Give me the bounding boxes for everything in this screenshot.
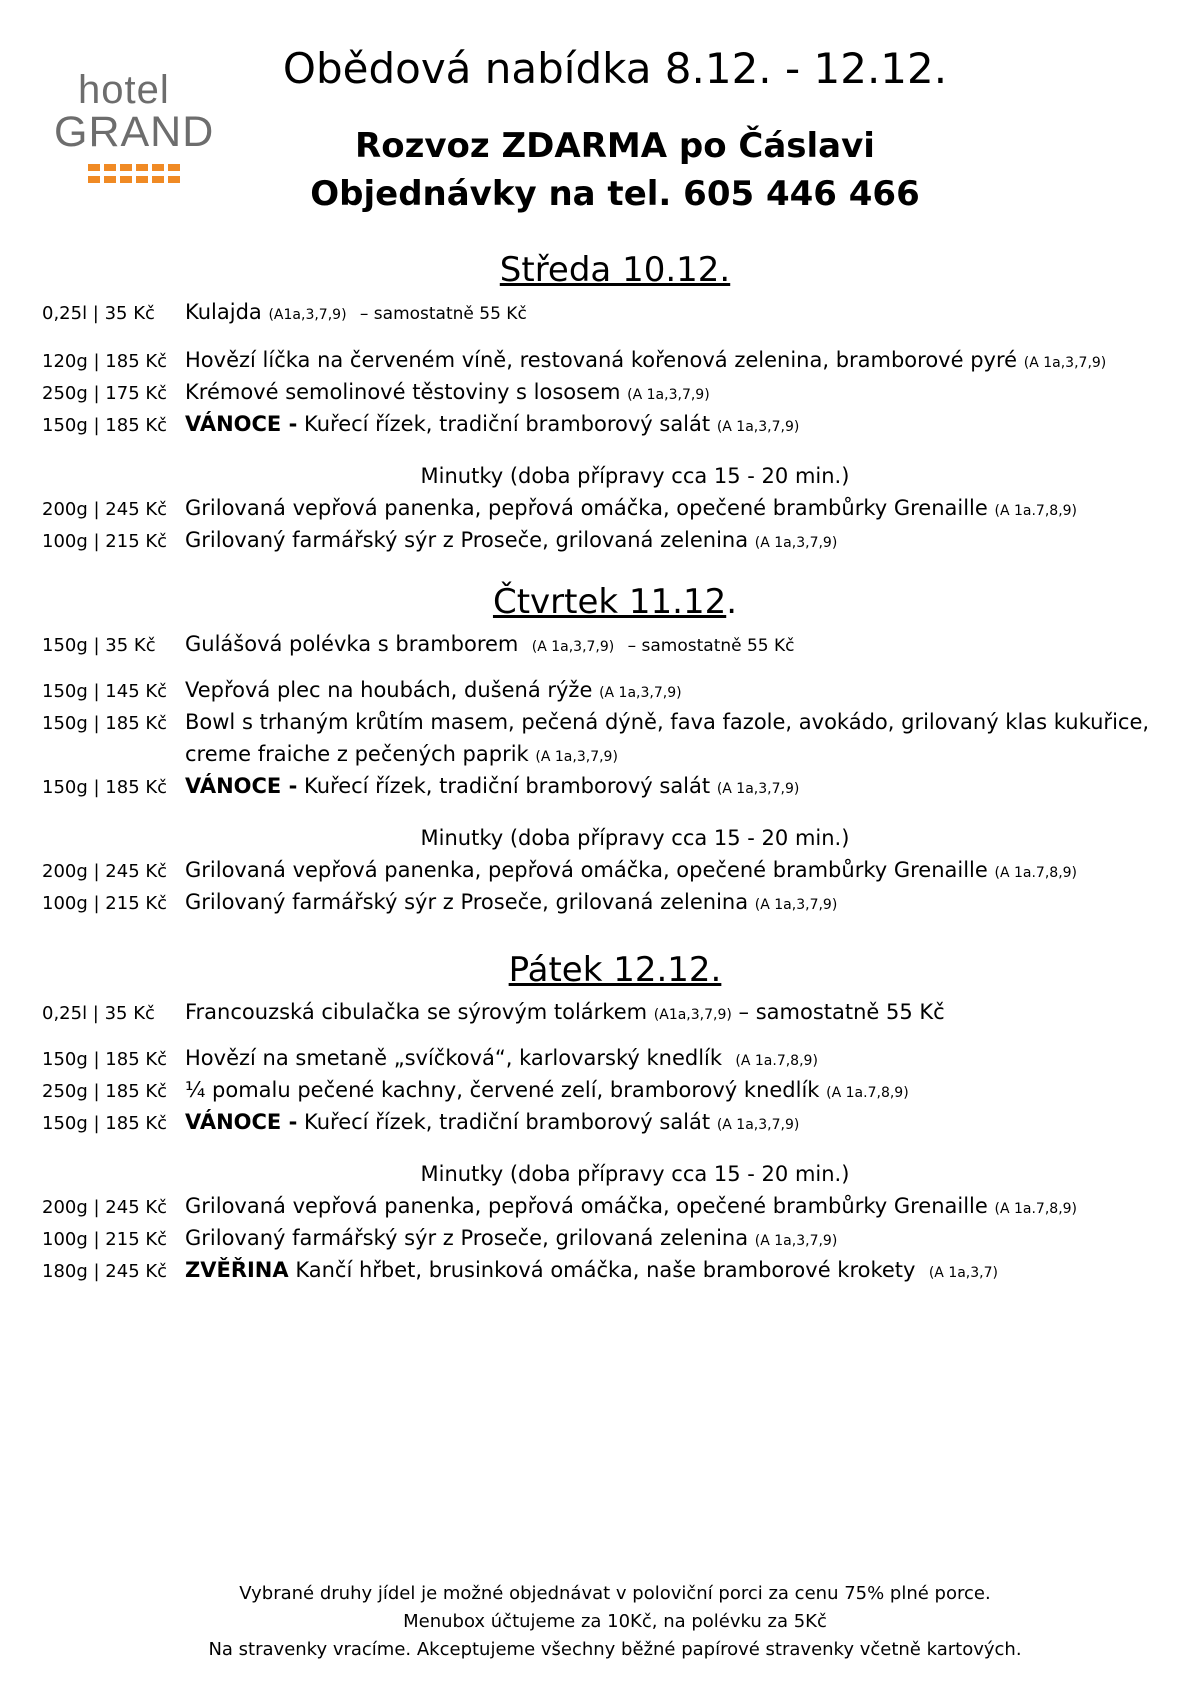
- order-phone: Objednávky na tel. 605 446 466: [310, 174, 920, 214]
- minutky-label: Minutky (doba přípravy cca 15 - 20 min.): [420, 1162, 850, 1186]
- dish-name: Kulajda: [185, 300, 262, 324]
- dish-name: Vepřová plec na houbách, dušená rýže: [185, 678, 593, 702]
- footer-vouchers: Na stravenky vracíme. Akceptujeme všechny běžné papírové stravenky včetně kartových.: [208, 1639, 1022, 1660]
- dish-name: Gulášová polévka s bramborem: [185, 632, 519, 656]
- footer-notes: [20, 1580, 1190, 1664]
- menu-item: [42, 412, 799, 436]
- dish-name: Grilovaný farmářský sýr z Proseče, grilovaná zelenina: [185, 1226, 749, 1250]
- allergens: (A 1a,3,7,9): [1023, 355, 1107, 371]
- dish-name: Bowl s trhaným krůtím masem, pečená dýně, fava fazole, avokádo, grilovaný klas kukuřice,: [185, 710, 1150, 734]
- menu-item: [42, 1110, 799, 1134]
- menu-item: [42, 1226, 837, 1250]
- day-heading-thursday: Čtvrtek 11.12.: [492, 582, 738, 622]
- portion-price: 100g | 215 Kč: [42, 531, 168, 552]
- portion-price: 150g | 185 Kč: [42, 1049, 168, 1070]
- footer-half-portion: Vybrané druhy jídel je možné objednávat v poloviční porci za cenu 75% plné porce.: [239, 1583, 991, 1604]
- footer-menubox: Menubox účtujeme za 10Kč, na polévku za 5Kč: [403, 1611, 827, 1632]
- allergens: (A 1a,3,7,9): [716, 781, 800, 797]
- allergens: (A 1a,3,7,9): [599, 685, 682, 701]
- logo-text-hotel: hotel: [78, 68, 170, 112]
- dish-tag: VÁNOCE -: [185, 774, 298, 798]
- allergens: (A 1a,3,7,9): [754, 535, 838, 551]
- allergens: (A 1a.7,8,9): [994, 503, 1078, 519]
- dish-name: Kuřecí řízek, tradiční bramborový salát: [303, 774, 711, 798]
- portion-price: 150g | 185 Kč: [42, 415, 168, 436]
- portion-price: 120g | 185 Kč: [42, 351, 168, 372]
- soup-separate-price: – samostatně 55 Kč: [627, 636, 795, 656]
- allergens: (A 1a,3,7,9): [531, 639, 615, 655]
- portion-price: 150g | 35 Kč: [42, 635, 156, 656]
- soup-separate-price: – samostatně 55 Kč: [359, 304, 527, 324]
- allergens: (A 1a.7,8,9): [735, 1053, 818, 1069]
- dish-name: Hovězí líčka na červeném víně, restovaná kořenová zelenina, bramborové pyré: [185, 348, 1018, 372]
- menu-item: [42, 774, 799, 798]
- portion-price: 150g | 185 Kč: [42, 713, 168, 734]
- soup-line: [42, 300, 527, 324]
- portion-price: 0,25l | 35 Kč: [42, 303, 155, 324]
- allergens: (A 1a,3,7,9): [716, 1117, 800, 1133]
- dish-name: Grilovaná vepřová panenka, pepřová omáčka, opečené brambůrky Grenaille: [185, 496, 988, 520]
- dish-name-cont: creme fraiche z pečených paprik: [185, 742, 529, 766]
- allergens: (A 1a,3,7,9): [754, 897, 838, 913]
- dish-name: Francouzská cibulačka se sýrovým tolárkem: [185, 1000, 648, 1024]
- portion-price: 250g | 175 Kč: [42, 383, 168, 404]
- logo-text-grand: GRAND: [54, 108, 215, 156]
- menu-item: [42, 380, 710, 404]
- allergens: (A 1a.7,8,9): [994, 1201, 1078, 1217]
- minutky-label: Minutky (doba přípravy cca 15 - 20 min.): [420, 826, 850, 850]
- portion-price: 200g | 245 Kč: [42, 1197, 168, 1218]
- allergens: (A 1a.7,8,9): [826, 1085, 909, 1101]
- portion-price: 180g | 245 Kč: [42, 1261, 168, 1282]
- allergens: (A 1a,3,7,9): [627, 387, 710, 403]
- allergens: (A1a,3,7,9): [268, 307, 347, 323]
- dish-name: Grilovaný farmářský sýr z Proseče, grilovaná zelenina: [185, 890, 749, 914]
- allergens: (A 1a,3,7): [928, 1265, 998, 1281]
- dish-name: Kuřecí řízek, tradiční bramborový salát: [303, 412, 711, 436]
- menu-item: [42, 1194, 1077, 1218]
- page-title: Obědová nabídka 8.12. - 12.12.: [282, 44, 948, 93]
- day-heading-friday: Pátek 12.12.: [508, 950, 722, 990]
- portion-price: 150g | 185 Kč: [42, 1113, 168, 1134]
- allergens: (A 1a.7,8,9): [994, 865, 1078, 881]
- portion-price: 250g | 185 Kč: [42, 1081, 168, 1102]
- allergens: (A 1a,3,7,9): [716, 419, 800, 435]
- menu-item-continuation: [42, 742, 618, 766]
- dish-name: ¼ pomalu pečené kachny, červené zelí, bramborový knedlík: [185, 1078, 820, 1102]
- dish-tag: VÁNOCE -: [185, 1110, 298, 1134]
- dish-tag: ZVĚŘINA: [185, 1258, 289, 1282]
- portion-price: 150g | 185 Kč: [42, 777, 168, 798]
- menu-item: [42, 528, 837, 552]
- portion-price: 200g | 245 Kč: [42, 499, 168, 520]
- allergens: (A 1a,3,7,9): [535, 749, 618, 765]
- minutky-label: Minutky (doba přípravy cca 15 - 20 min.): [420, 464, 850, 488]
- dish-name: Grilovaný farmářský sýr z Proseče, grilovaná zelenina: [185, 528, 749, 552]
- day-heading-wednesday: Středa 10.12.: [499, 250, 731, 290]
- soup-separate-price: – samostatně 55 Kč: [738, 1000, 945, 1024]
- menu-item: [42, 496, 1077, 520]
- menu-item: [42, 858, 1077, 882]
- dish-name: Hovězí na smetaně „svíčková“, karlovarský knedlík: [185, 1046, 723, 1070]
- menu-item: [42, 678, 682, 702]
- dish-name: Kančí hřbet, brusinková omáčka, naše bramborové krokety: [295, 1258, 916, 1282]
- menu-item: [42, 1258, 998, 1282]
- portion-price: 0,25l | 35 Kč: [42, 1003, 155, 1024]
- portion-price: 200g | 245 Kč: [42, 861, 168, 882]
- menu-item: [42, 348, 1106, 372]
- dish-name: Grilovaná vepřová panenka, pepřová omáčka, opečené brambůrky Grenaille: [185, 858, 988, 882]
- dish-tag: VÁNOCE -: [185, 412, 298, 436]
- soup-line: [42, 1000, 945, 1024]
- dish-name: Krémové semolinové těstoviny s lososem: [185, 380, 621, 404]
- menu-item: [42, 1046, 818, 1070]
- menu-item: [42, 1078, 909, 1102]
- allergens: (A1a,3,7,9): [653, 1007, 732, 1023]
- dish-name: Grilovaná vepřová panenka, pepřová omáčka, opečené brambůrky Grenaille: [185, 1194, 988, 1218]
- delivery-note: Rozvoz ZDARMA po Čáslavi: [355, 126, 875, 166]
- portion-price: 100g | 215 Kč: [42, 1229, 168, 1250]
- menu-item: [42, 890, 837, 914]
- portion-price: 100g | 215 Kč: [42, 893, 168, 914]
- allergens: (A 1a,3,7,9): [754, 1233, 838, 1249]
- menu-item: [42, 710, 1149, 734]
- portion-price: 150g | 145 Kč: [42, 681, 168, 702]
- dish-name: Kuřecí řízek, tradiční bramborový salát: [303, 1110, 711, 1134]
- soup-line: [42, 632, 795, 656]
